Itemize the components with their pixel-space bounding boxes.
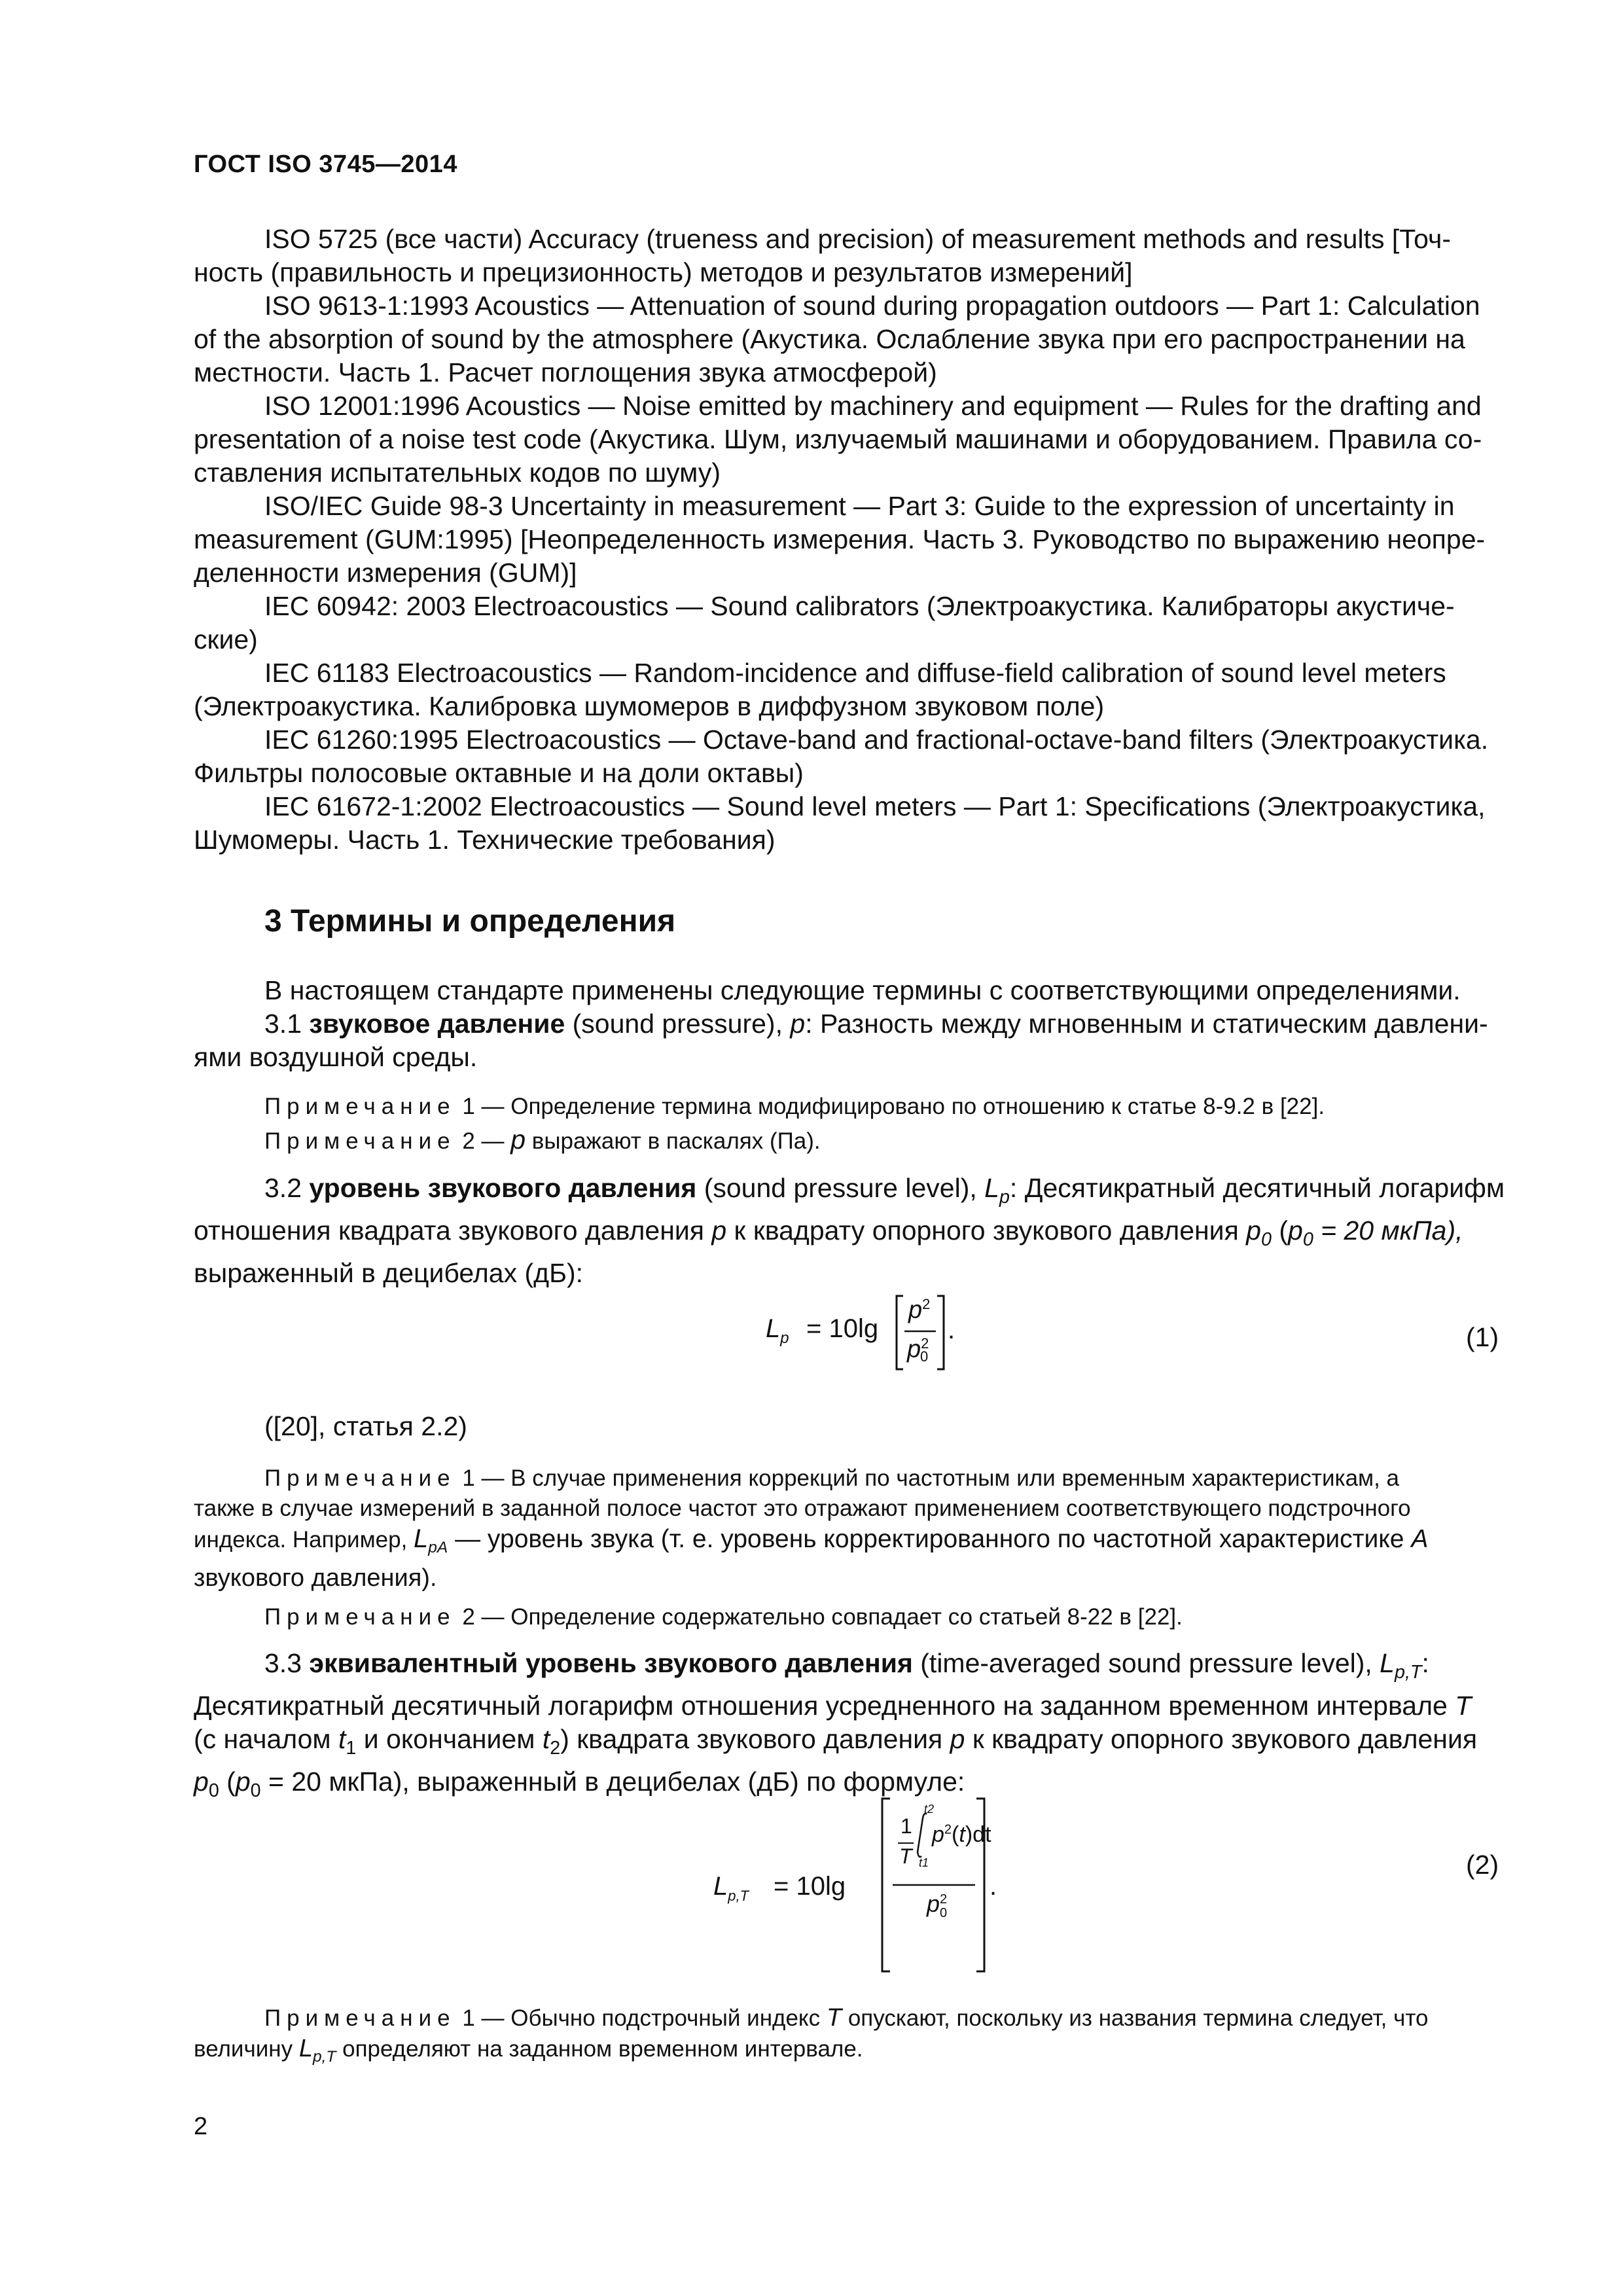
page-number: 2 bbox=[194, 2113, 208, 2140]
note-3-2-1: Примечание 1 — В случае применения коррекций по частотным или временным характеристикам, а также в случае измерений в заданной полосе частот это отражают применением соответствующего подстрочного индекса. Например, $L_{pA}$ — уровень звука (т. е. уровень корректированного по частотной характеристике A звукового давления). bbox=[194, 1465, 1429, 1592]
references-list bbox=[194, 223, 1516, 857]
reference-item: ISO 12001:1996 Acoustics — Noise emitted by machinery and equipment — Rules for the drafting and presentation of a noise test code (Акустика. Шум, излучаемый машинами и оборудованием. Правила со- ставления испытательных кодов по шуму) bbox=[194, 391, 1482, 488]
reference-item: IEC 61260:1995 Electroacoustics — Octave-band and fractional-octave-band filters (Электроакустика. Фильтры полосовые октавные и на доли октавы) bbox=[194, 725, 1489, 788]
note-3-1-2: Примечание 2 — p выражают в паскалях (Па). bbox=[264, 1124, 821, 1155]
note-3-3-1: Примечание 1 — Обычно подстрочный индекс T опускают, поскольку из названия термина следует, что величину $L_{p,T}$ определяют на заданном временном интервале. bbox=[194, 2004, 1429, 2066]
equation-1: $L_p$ = 10lg $p^2$ $p^2$ 0 . bbox=[759, 1283, 955, 1381]
note-3-2-2: Примечание 2 — Определение содержательно совпадает со статьей 8-22 в [22]. bbox=[264, 1604, 1183, 1630]
reference-item: ISO 9613-1:1993 Acoustics — Attenuation of sound during propagation outdoors — Part 1: Calculation of the absorption of sound by the atmosphere (Акустика. Ослабление звука при его распространении на местности. Часть 1. Расчет поглощения звука атмосферой) bbox=[194, 291, 1480, 387]
equation-2-brackets bbox=[707, 1793, 1008, 1977]
equation-2-number: (2) bbox=[1466, 1850, 1499, 1880]
note-3-1-1: Примечание 1 — Определение термина модифицировано по отношению к статье 8-9.2 в [22]. bbox=[264, 1094, 1325, 1119]
reference-item: ISO/IEC Guide 98-3 Uncertainty in measurement — Part 3: Guide to the expression of uncertainty in measurement (GUM:1995) [Неопределенность измерения. Часть 3. Руководство по выражению неопре- деленности измерения (GUM)] bbox=[194, 491, 1486, 588]
reference-item: IEC 60942: 2003 Electroacoustics — Sound calibrators (Электроакустика. Калибраторы акустиче- ские) bbox=[194, 591, 1455, 655]
document-header: ГОСТ ISO 3745—2014 bbox=[194, 151, 457, 178]
reference-item: ISO 5725 (все части) Accuracy (trueness and precision) of measurement methods and results [Точ- ность (правильность и прецизионность) методов и результатов измерений] bbox=[194, 224, 1452, 287]
term-3-1: 3.1 звуковое давление (sound pressure), p: Разность между мгновенным и статическим давлени- ями воздушной среды. bbox=[194, 1009, 1488, 1072]
section-title: 3 Термины и определения bbox=[264, 904, 676, 939]
equation-1-number: (1) bbox=[1466, 1322, 1499, 1352]
term-3-3: 3.3 эквивалентный уровень звукового давления (time-averaged sound pressure level), $L_{p,T}$: Десятикратный десятичный логарифм отношения усредненного на заданном временном интервале T (с началом $t_1$ и окончанием $t_2$) квадрата звукового давления p к квадрату опорного звукового давления $p_0$ ($p_0 = 20$ мкПа), выраженный в децибелах (дБ) по формуле: bbox=[194, 1648, 1478, 1802]
source-reference: ([20], статья 2.2) bbox=[264, 1411, 467, 1441]
term-3-2: 3.2 уровень звукового давления (sound pressure level), $L_p$: Десятикратный десятичный логарифм отношения квадрата звукового давления p к квадрату опорного звукового давления $p_0$ ($p_0 = 20$ мкПа), выраженный в децибелах (дБ): bbox=[194, 1173, 1505, 1289]
section-intro: В настоящем стандарте применены следующие термины с соответствующими определениями. 3.1 звуковое давление (sound pressure), p: Разность между мгновенным и статическим давлени- ями воздушной среды. bbox=[194, 974, 1516, 1074]
reference-item: IEC 61183 Electroacoustics — Random-incidence and diffuse-field calibration of sound level meters (Электроакустика. Калибровка шумомеров в диффузном звуковом поле) bbox=[194, 658, 1446, 721]
equation-2: $L_{p,T}$ = 10lg 1 T t2 t1 $p^2(t)dt$ $p^2$ 0 . bbox=[707, 1793, 1008, 1977]
reference-item: IEC 61672-1:2002 Electroacoustics — Sound level meters — Part 1: Specifications (Электроакустика, Шумомеры. Часть 1. Технические требования) bbox=[194, 791, 1486, 855]
